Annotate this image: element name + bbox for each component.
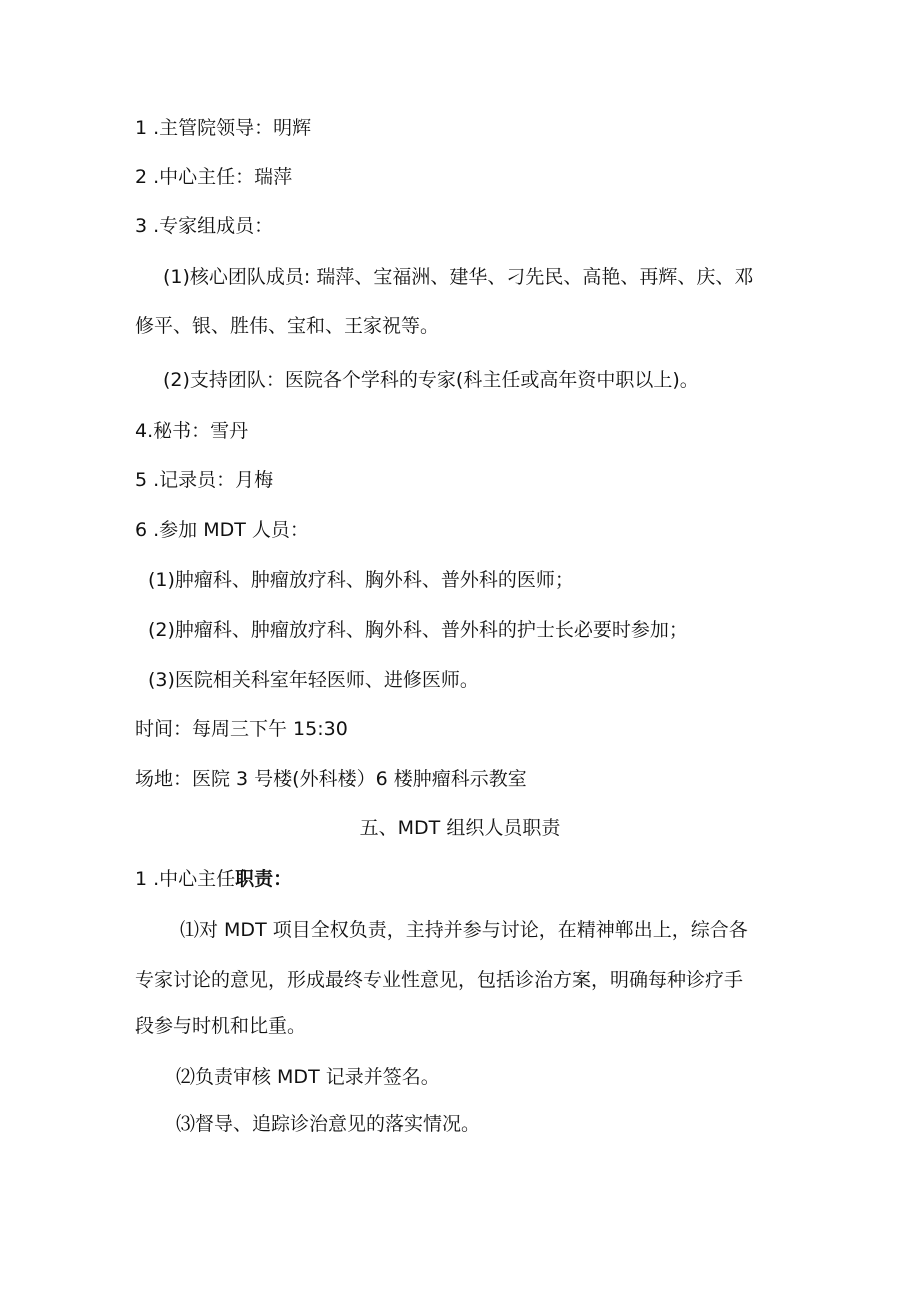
director-duties-heading-prefix: 1 .中心主任 <box>135 868 236 890</box>
duty-1-line-2: 专家讨论的意见，形成最终专业性意见，包括诊治方案，明确每种诊疗手 <box>135 969 744 991</box>
duty-2-line: ⑵负责审核 MDT 记录并签名。 <box>176 1066 440 1088</box>
time-line: 时间：每周三下午 15:30 <box>135 718 348 740</box>
participant-item-2: (2)肿瘤科、肿瘤放疗科、胸外科、普外科的护士长必要时参加； <box>148 619 688 641</box>
recorder-line: 5 .记录员：月梅 <box>135 469 274 491</box>
duty-3-line: ⑶督导、追踪诊治意见的落实情况。 <box>176 1113 481 1135</box>
support-team-line: (2)支持团队：医院各个学科的专家(科主任或高年资中职以上)。 <box>163 369 699 391</box>
participant-item-1: (1)肿瘤科、肿瘤放疗科、胸外科、普外科的医师； <box>148 569 574 591</box>
leader-line: 1 .主管院领导：明辉 <box>135 117 312 139</box>
duty-1-line-1: ⑴对 MDT 项目全权负责，主持并参与讨论，在精神郸出上，综合各 <box>180 919 748 941</box>
participant-item-3: (3)医院相关科室年轻医师、进修医师。 <box>148 669 479 691</box>
section-title: 五、MDT 组织人员职责 <box>359 817 561 839</box>
core-team-line-2: 修平、银、胜伟、宝和、王家祝等。 <box>135 315 440 337</box>
director-line: 2 .中心主任：瑞萍 <box>135 166 293 188</box>
core-team-line-1: (1)核心团队成员: 瑞萍、宝福洲、建华、刁先民、高艳、再辉、庆、邓 <box>163 266 754 288</box>
venue-line: 场地：医院 3 号楼(外科楼）6 楼肿瘤科示教室 <box>135 768 527 790</box>
participants-heading: 6 .参加 MDT 人员： <box>135 519 309 541</box>
duty-1-line-3: 段参与时机和比重。 <box>135 1015 307 1037</box>
experts-heading: 3 .专家组成员： <box>135 215 274 237</box>
secretary-line: 4.秘书：雪丹 <box>135 420 249 442</box>
director-duties-heading-bold: 职责： <box>235 868 293 890</box>
director-duties-heading <box>135 866 292 892</box>
